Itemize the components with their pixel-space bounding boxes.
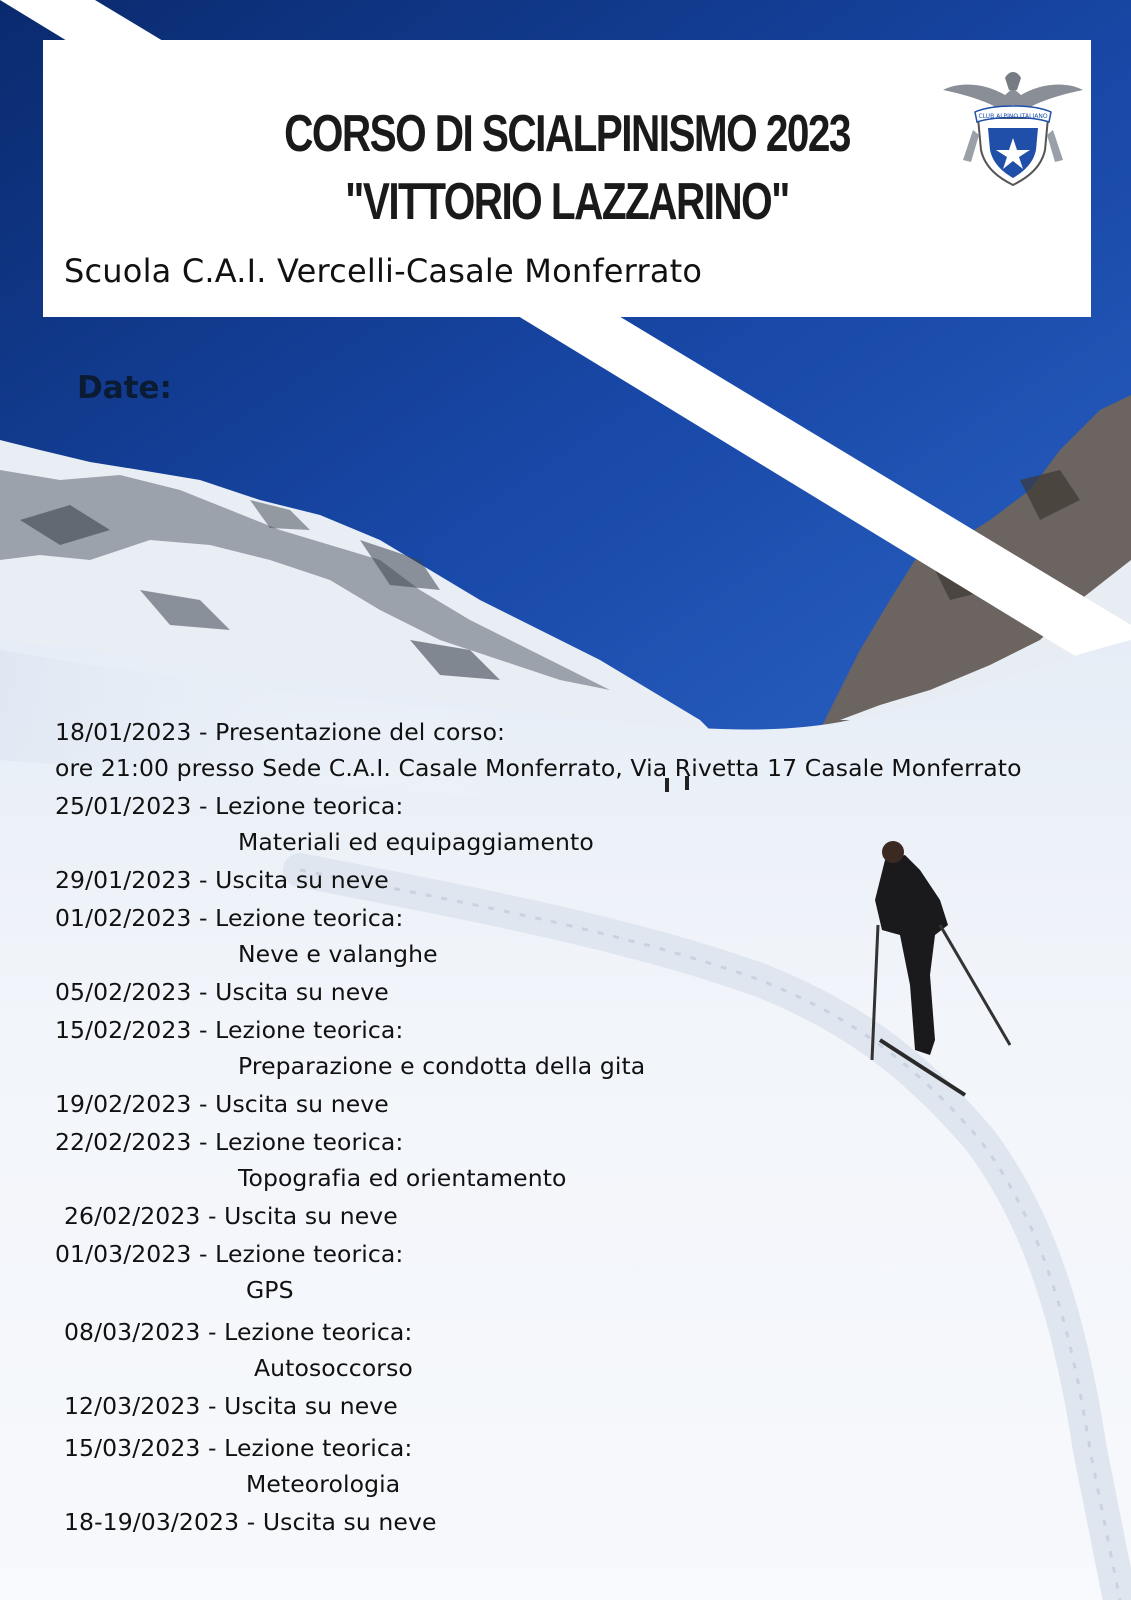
schedule-line: ore 21:00 presso Sede C.A.I. Casale Monferrato, Via Rivetta 17 Casale Monferrato xyxy=(55,754,1022,782)
schedule-line: 15/03/2023 - Lezione teorica: xyxy=(64,1434,413,1462)
schedule-line: GPS xyxy=(246,1276,294,1304)
schedule-line: 22/02/2023 - Lezione teorica: xyxy=(55,1128,404,1156)
schedule-line: 18-19/03/2023 - Uscita su neve xyxy=(64,1508,437,1536)
schedule-line: 26/02/2023 - Uscita su neve xyxy=(64,1202,398,1230)
schedule-line: 12/03/2023 - Uscita su neve xyxy=(64,1392,398,1420)
schedule-line: 25/01/2023 - Lezione teorica: xyxy=(55,792,404,820)
schedule-line: 19/02/2023 - Uscita su neve xyxy=(55,1090,389,1118)
schedule-line: 29/01/2023 - Uscita su neve xyxy=(55,866,389,894)
schedule-line: Autosoccorso xyxy=(254,1354,413,1382)
svg-text:CLUB ALPINO ITALIANO: CLUB ALPINO ITALIANO xyxy=(978,113,1048,120)
schedule-line: Preparazione e condotta della gita xyxy=(238,1052,646,1080)
schedule-line: 08/03/2023 - Lezione teorica: xyxy=(64,1318,413,1346)
schedule-line: 05/02/2023 - Uscita su neve xyxy=(55,978,389,1006)
schedule-line: 15/02/2023 - Lezione teorica: xyxy=(55,1016,404,1044)
school-name: Scuola C.A.I. Vercelli-Casale Monferrato xyxy=(64,252,703,290)
schedule-line: 01/03/2023 - Lezione teorica: xyxy=(55,1240,404,1268)
schedule-line: Materiali ed equipaggiamento xyxy=(238,828,594,856)
schedule-line: 18/01/2023 - Presentazione del corso: xyxy=(55,718,506,746)
date-label: Date: xyxy=(77,370,172,406)
course-subtitle: "VITTORIO LAZZARINO" xyxy=(345,173,789,231)
schedule-line: Neve e valanghe xyxy=(238,940,438,968)
schedule-line: Topografia ed orientamento xyxy=(238,1164,567,1192)
schedule-line: 01/02/2023 - Lezione teorica: xyxy=(55,904,404,932)
header-panel xyxy=(43,40,1091,317)
cai-logo-icon xyxy=(933,60,1093,190)
course-title: CORSO DI SCIALPINISMO 2023 xyxy=(284,105,850,163)
schedule-line: Meteorologia xyxy=(246,1470,401,1498)
